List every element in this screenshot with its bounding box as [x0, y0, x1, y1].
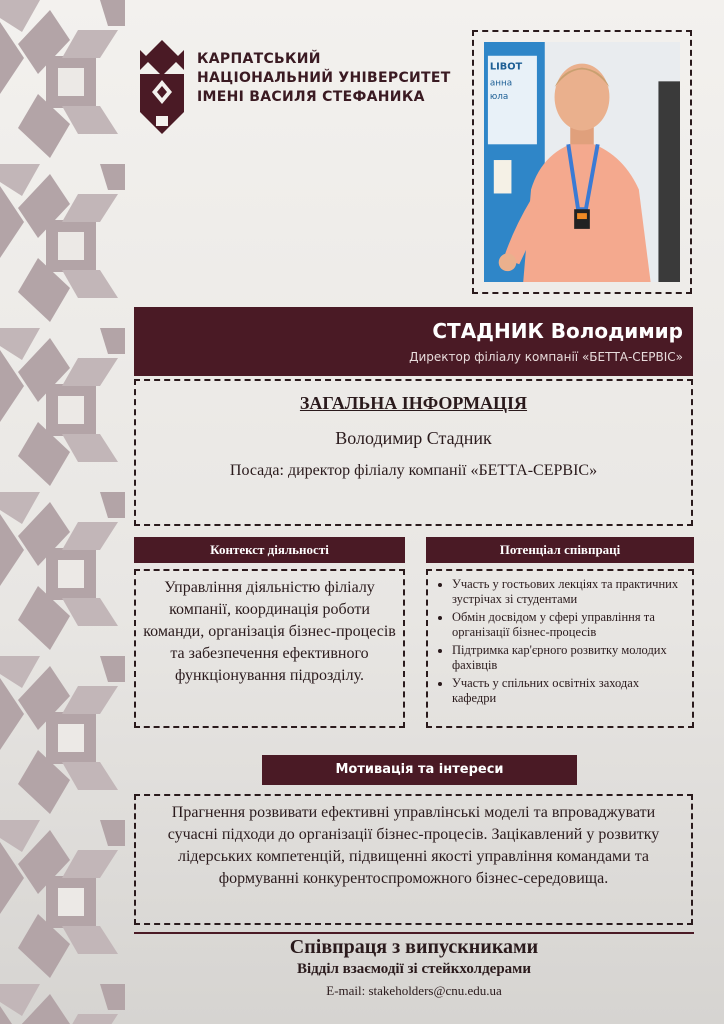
potential-box — [426, 569, 694, 728]
portrait-photo — [484, 42, 680, 282]
list-item: • Участь у гостьових лекціях та практичних зустрічах зі студентами — [452, 577, 686, 607]
banner-text: юла — [489, 92, 509, 103]
footer-email[interactable]: E-mail: stakeholders@cnu.edu.ua — [326, 983, 502, 998]
list-item: • Обмін досвідом у сфері управління та організації бізнес-процесів — [452, 610, 686, 640]
list-item: • Участь у спільних освітніх заходах кафедри — [452, 676, 686, 706]
banner-text: LIBOT — [489, 61, 523, 73]
footer-divider — [134, 932, 694, 934]
university-name-line: КАРПАТСЬКИЙ — [197, 51, 321, 67]
university-emblem-icon — [136, 40, 188, 136]
potential-title: Потенціал співпраці — [426, 537, 694, 563]
motivation-box — [134, 794, 693, 925]
general-info-box — [134, 379, 693, 526]
ornament-pattern — [0, 0, 125, 1024]
motivation-text: Прагнення розвивати ефективні управлінські моделі та впроваджувати сучасні підходи до організації бізнес-процесів. Зацікавлений у розвитку лідерських компетенцій, підвищенні якості управління командами та формуванні конкурентоспроможного бізнес-середовища. — [167, 804, 660, 887]
general-full-name: Володимир Стадник — [335, 428, 492, 448]
context-text: Управління діяльністю філіалу компанії, координація роботи команди, організація бізнес-процесів та забезпечення ефективного функціонування підрозділу. — [143, 579, 396, 684]
general-position: Посада: директор філіалу компанії «БЕТТА-СЕРВІС» — [229, 462, 598, 479]
person-role: Директор філіалу компанії «БЕТТА-СЕРВІС» — [409, 350, 683, 364]
person-name: СТАДНИК Володимир — [432, 319, 683, 343]
banner-text: анна — [489, 78, 513, 89]
footer-department: Відділ взаємодії зі стейкхолдерами — [296, 961, 532, 977]
context-box — [134, 569, 405, 728]
name-banner — [134, 307, 693, 376]
potential-list — [436, 577, 686, 706]
university-name-line: ІМЕНІ ВАСИЛЯ СТЕФАНИКА — [197, 89, 425, 105]
portrait-frame — [472, 30, 692, 294]
list-item: • Підтримка кар'єрного розвитку молодих фахівців — [452, 643, 686, 673]
footer — [134, 936, 694, 999]
university-name-line: НАЦІОНАЛЬНИЙ УНІВЕРСИТЕТ — [197, 70, 451, 86]
footer-title: Співпраця з випускниками — [289, 936, 539, 958]
university-name — [197, 50, 457, 107]
general-info-heading: ЗАГАЛЬНА ІНФОРМАЦІЯ — [299, 393, 528, 413]
context-title: Контекст діяльності — [134, 537, 405, 563]
motivation-title: Мотивація та інтереси — [262, 755, 577, 785]
